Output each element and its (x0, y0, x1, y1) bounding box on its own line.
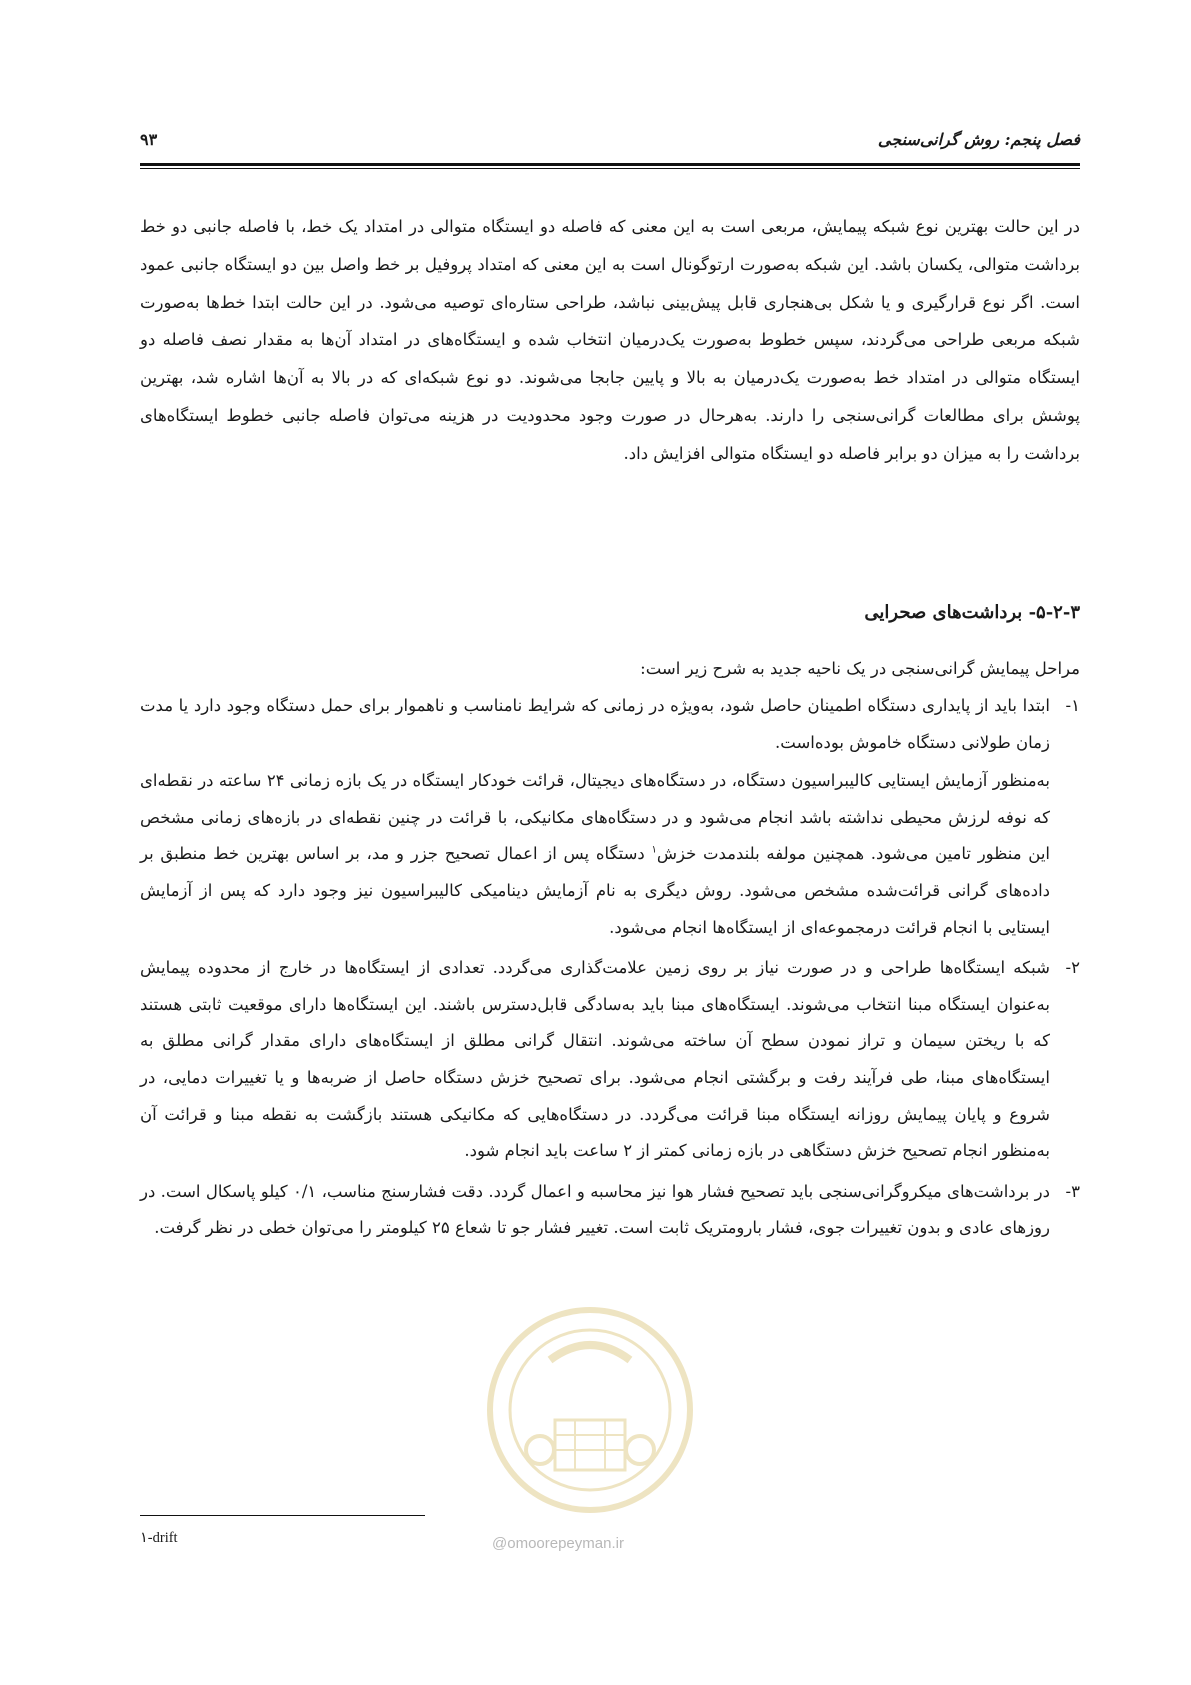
watermark-url: @omoorepeyman.ir (492, 1535, 624, 1552)
list-item-1 (140, 688, 1080, 946)
body-text (140, 208, 1080, 473)
page-number: ۹۳ (140, 130, 158, 149)
item-sub-text-after: دستگاه پس از اعمال تصحیح جزر و مد، بر اساس بهترین خط منطبق بر داده‌های گرانی قرائت‌شده مشخص می‌شود. روش دیگری به نام آزمایش دینامیکی کالیبراسیون نیز وجود دارد که پس از آزمایش ایستایی با انجام قرائت درمجموعه‌ای از ایستگاه‌ها انجام می‌شود. (140, 844, 1050, 937)
body-paragraph: در این حالت بهترین نوع شبکه پیمایش، مربعی است به این معنی که فاصله دو ایستگاه متوالی در امتداد یک خط، با فاصله جانبی دو خط برداشت متوالی، یکسان باشد. این شبکه به‌صورت ارتوگونال است به این معنی که امتداد پروفیل بر خط واصل بین دو ایستگاه جانبی عمود است. اگر نوع قرارگیری و یا شکل بی‌هنجاری قابل پیش‌بینی نباشد، طراحی ستاره‌ای توصیه می‌شود. در این حالت ابتدا خط‌ها به‌صورت شبکه مربعی طراحی می‌گردند، سپس خطوط به‌صورت یک‌درمیان انتخاب شده و ایستگاه‌های در امتداد آن‌ها به مقدار نصف فاصله دو ایستگاه متوالی در امتداد خط به‌صورت یک‌درمیان به بالا و پایین جابجا می‌شوند. دو نوع شبکه‌ای که در بالا به آن‌ها اشاره شد، بهترین پوشش برای مطالعات گرانی‌سنجی را دارند. به‌هرحال در صورت وجود محدودیت در هزینه می‌توان فاصله جانبی خطوط ایستگاه‌های برداشت را به میزان دو برابر فاصله دو ایستگاه متوالی افزایش داد. (140, 217, 1080, 463)
watermark-seal-icon (480, 1300, 700, 1530)
item-text: شبکه ایستگاه‌ها طراحی و در صورت نیاز بر روی زمین علامت‌گذاری می‌گردد. تعدادی از ایستگاه‌ها در خارج از محدوده پیمایش به‌عنوان ایستگاه مبنا انتخاب می‌شوند. ایستگاه‌های مبنا باید به‌سادگی قابل‌دسترس باشند. این ایستگاه‌ها دارای موقعیت ثابتی هستند که با ریختن سیمان و تراز نمودن سطح آن ساخته می‌شوند. انتقال گرانی مطلق از ایستگاه‌های دارای مقدار گرانی مطلق به ایستگاه‌های مبنا، طی فرآیند رفت و برگشتی انجام می‌شود. برای تصحیح خزش دستگاه حاصل از ضربه‌ها و یا تغییرات دمایی، در شروع و پایان پیمایش روزانه ایستگاه مبنا قرائت می‌گردد. در دستگاه‌هایی که مکانیکی هستند بازگشت به نقطه مبنا و قرائت آن به‌منظور انجام تصحیح خزش دستگاهی در بازه زمانی کمتر از ۲ ساعت باید انجام شود. (140, 958, 1050, 1161)
steps-list (140, 688, 1080, 1251)
header-rule-thick (140, 163, 1080, 166)
list-item-3 (140, 1174, 1080, 1247)
item-text: در برداشت‌های میکروگرانی‌سنجی باید تصحیح فشار هوا نیز محاسبه و اعمال گردد. دقت فشارسنج مناسب، ۰/۱ کیلو پاسکال است. در روزهای عادی و بدون تغییرات جوی، فشار بارومتریک ثابت است. تغییر فشار جو تا شعاع ۲۵ کیلومتر را می‌توان خطی در نظر گرفت. (140, 1181, 1050, 1238)
section-heading: ۵-۲-۳- برداشت‌های صحرایی (864, 602, 1080, 623)
item-number: ۲- (1065, 958, 1080, 978)
header-rule-thin (140, 168, 1080, 169)
page-header (140, 130, 1080, 164)
footnote-rule (140, 1515, 425, 1516)
list-item-2 (140, 950, 1080, 1170)
item-subparagraph (140, 763, 1050, 946)
footnote: ۱-drift (140, 1530, 178, 1546)
item-sub-text-before: به‌منظور آزمایش ایستایی کالیبراسیون دستگاه، در دستگاه‌های دیجیتال، قرائت خودکار ایستگاه در یک بازه زمانی ۲۴ ساعته در نقطه‌ای که نوفه لرزش محیطی نداشته باشد انجام می‌شود و در دستگاه‌های مکانیکی، با قرائت در چنین نقطه‌ای در بازه‌های زمانی مشخص این منظور تامین می‌شود. همچنین مولفه بلندمدت خزش (140, 771, 1050, 864)
item-number: ۱- (1065, 696, 1080, 715)
footnote-marker[interactable]: ۱ (651, 844, 657, 856)
item-text: ابتدا باید از پایداری دستگاه اطمینان حاصل شود، به‌ویژه در زمانی که شرایط نامناسب و ناهموار برای حمل دستگاه وجود دارد یا مدت زمان طولانی دستگاه خاموش بوده‌است. (140, 696, 1050, 752)
item-number: ۳- (1065, 1181, 1080, 1201)
chapter-title: فصل پنجم: روش گرانی‌سنجی (877, 130, 1080, 149)
section-intro: مراحل پیمایش گرانی‌سنجی در یک ناحیه جدید به شرح زیر است: (640, 659, 1080, 678)
